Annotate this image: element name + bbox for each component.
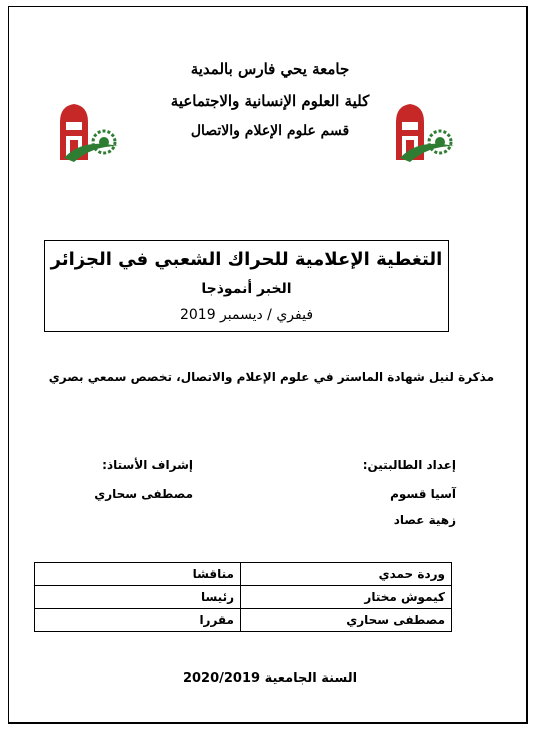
student-name: زهية عصاد: [393, 513, 456, 527]
university-logo-icon: [388, 98, 458, 168]
student-name: آسيا قسوم: [390, 487, 456, 501]
jury-member-role: مقررا: [35, 609, 241, 632]
thesis-date: فيفري / ديسمبر 2019: [179, 307, 314, 323]
prepared-by-label: إعداد الطالبتين:: [362, 458, 456, 472]
academic-year: السنة الجامعية 2020/2019: [182, 671, 358, 686]
jury-member-name: وردة حمدي: [241, 563, 452, 586]
university-name: جامعة يحي فارس بالمدية: [190, 60, 350, 78]
department-name: قسم علوم الإعلام والاتصال: [190, 123, 350, 139]
supervisor-name: مصطفى سحاري: [94, 487, 193, 501]
jury-member-role: مناقشا: [35, 563, 241, 586]
thesis-title: التغطية الإعلامية للحراك الشعبي في الجزائر: [50, 249, 443, 270]
supervisor-label: إشراف الأستاذ:: [102, 458, 193, 472]
jury-member-role: رئيسا: [35, 586, 241, 609]
university-logo-icon: [52, 98, 122, 168]
jury-member-name: كيموش مختار: [241, 586, 452, 609]
thesis-subtitle: الخبر أنموذجا: [201, 281, 292, 297]
table-row: [35, 609, 452, 632]
table-row: [35, 586, 452, 609]
jury-table: [34, 562, 452, 632]
title-box: [44, 240, 449, 332]
faculty-name: كلية العلوم الإنسانية والاجتماعية: [170, 92, 370, 110]
jury-member-name: مصطفى سحاري: [241, 609, 452, 632]
thesis-note: مذكرة لنيل شهادة الماستر في علوم الإعلام والاتصال، تخصص سمعي بصري: [48, 370, 494, 384]
table-row: [35, 563, 452, 586]
